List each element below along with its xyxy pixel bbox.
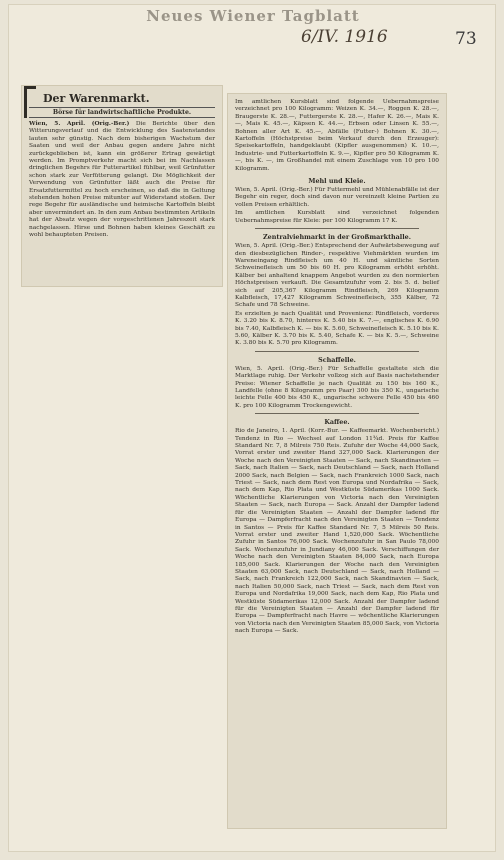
article-subtitle: Börse für landwirtschaftliche Produkte. xyxy=(29,107,215,118)
clipping-market-reports xyxy=(228,94,446,828)
section-heading-zentralviehmarkt: Zentralviehmarkt in der Großmarkthalle. xyxy=(263,233,411,242)
paragraph-meat-prices: Es erzielten je nach Qualität und Provenienz: Rindfleisch, vorderes K. 3.20 bis K. 8.70, hinteres K. 5.40 bis K. 7.—, englisches K. 6.90 bis 7.40, Kalbfleisch K. — bis K. 5.60, Schweinefleisch K. 5.10 bis K. 5.60, Kälber K. 3.70 bis K. 5.40, Schafe K. — bis K. 5.—, Schweine K. 3.80 bis K. 5.70 pro Kilogramm. xyxy=(235,310,439,347)
article-text: Die Berichte über den Witterungsverlauf und die Entwicklung des Saatenstandes lauten sehr günstig. Nach dem bisherigen Wachstum der Saaten und weil der Anbau gegen andere Jahre nicht zurückgeblieben ist, kann ein größerer Ertrag gewärtigt werden. Im Promptverkehr macht sich bei im Nachlassen dringlichen Begehrs für Futterartikel fühlbar, weil Grünfutter schon stark zur Verfütterung gelangt. Die Möglichkeit der Verwendung von Grünfutter läßt auch die Preise für Ersatzfuttermittel zu hoch erscheinen, so daß die in Geltung stehenden hohen Preise mitunter auf Widerstand stoßen. Der rege Begehr für ausländische und heimische Kartoffeln bleibt aber unvermindert an. In den zum Anbau bestimmten Artikeln hat der Absatz wegen der vorgeschrittenen Jahreszeit stark nachgelassen. Hirse und Bohnen haben kleines Geschäft zu wohl behaupteten Preisen. xyxy=(29,121,216,239)
title-bracket-mark xyxy=(24,86,36,118)
paragraph-kaffee-report: Rio de Janeiro, 1. April. (Korr.-Bur. — Kaffeemarkt. Wochenbericht.) Tendenz in Rio — Wechsel auf London 11¾d. Preis für Kaffee Standard Nr. 7, 8 Milreis 750 Reis. Zufuhr der Woche 44,000 Sack, Vorrat erster und zweiter Hand 327,000 Sack. Klarierungen der Woche nach den Vereinigten Staaten — Sack, nach Skandinavien — Sack, nach Italien — Sack, nach Deutschland — Sack, nach Holland 2000 Sack, nach Belgien — Sack, nach Frankreich 1000 Sack, nach Triest — Sack, nach dem Rest von Europa und Nordafrika — Sack, nach dem Kap, Rio Plata und Westküste Südamerikas 1000 Sack. Wöchentliche Klarierungen von Victoria nach den Vereinigten Staaten — Sack, nach Europa — Sack. Anzahl der Dampfer ladend für die Vereinigten Staaten — Anzahl der Dampfer ladend für Europa — Dampferfracht nach den Vereinigten Staaten — Tendenz in Santos — Preis für Kaffee Standard Nr. 7, 5 Milreis 50 Reis. Vorrat erster und zweiter Hand 1,520,000 Sack. Wöchentliche Zufuhr in Santos 76,000 Sack. Wochenzufuhr in San Paulo 78,000 Sack. Wochenzufuhr in Jundiany 46,000 Sack. Verschiffungen der Woche nach den Vereinigten Staaten 84,000 Sack, nach Europa 185,000 Sack. Klarierungen der Woche nach den Vereinigten Staaten 63,000 Sack, nach Deutschland — Sack, nach Holland — Sack, nach Frankreich 122,000 Sack, nach Skandinavien — Sack, nach Italien 50,000 Sack, nach Triest — Sack, nach dem Rest von Europa und Nordafrika 19,000 Sack, nach dem Kap, Rio Plata und Westküste Südamerikas 12,000 Sack. Anzahl der Dampfer ladend für die Vereinigten Staaten — Anzahl der Dampfer ladend für Europa — Dampferfracht nach Havre — wöchentliche Klarierungen von Victoria nach den Vereinigten Staaten 85,000 Sack, von Victoria nach Europa — Sack. xyxy=(235,428,439,635)
section-heading-schaffelle: Schaffelle. xyxy=(318,355,356,364)
paragraph-schaffelle-report: Wien, 5. April. (Orig.-Ber.) Für Schaffelle gestaltete sich die Marktlage ruhig. Der Verkehr vollzog sich auf Basis nachstehender Preise: Wiener Schaffelle je nach Qualität zu 150 bis 160 K., Landfelle (ohne 8 Kilogramm pro Paar) 300 bis 350 K., ungarische leichte Felle 400 bis 450 K., ungarische schwere Felle 450 bis 460 K. pro 100 Kilogramm Trockengewicht. xyxy=(235,365,439,409)
section-divider xyxy=(255,228,419,229)
paragraph-zentralviehmarkt-report: Wien, 5. April. (Orig.-Ber.) Entsprechend der Aufwärtsbewegung auf den diesbezüglichen Rinder-, respektive Viehmärkten wurden im Wareneingang Rindfleisch um 40 H. und sämtliche Sorten Schweinefleisch um 50 bis 60 H. pro Kilogramm erhöht erhöht. Kälber bei anhaltend knappem Angebot wurden zu den normierten Höchstpreisen verkauft. Die Gesamtzufuhr vom 2. bis 5. d. belief sich auf 205,367 Kilogramm Rindfleisch, 269 Kilogramm Kalbfleisch, 17,427 Kilogramm Schweinefleisch, 355 Kälber, 72 Schafe und 78 Schweine. xyxy=(235,243,439,309)
article-dateline: Wien, 5. April. (Orig.-Ber.) xyxy=(29,121,130,127)
section-divider xyxy=(255,351,419,352)
paragraph-uebernahmspreise: Im amtlichen Kursblatt sind folgende Uebernahmspreise verzeichnet pro 100 Kilogramm: Weizen K. 34.—, Roggen K. 28.—, Braugerste K. 28.—, Futtergerste K. 28.—, Hafer K. 26.—, Mais K. —, Mais K. 45.—, Käpsen K. 44.—, Erbsen oder Linsen K. 55.—, Bohnen aller Art K. 45.—, Abfälle (Futter-) Bohnen K. 30.—, Kartoffeln (Höchstpreise beim Verkauf durch den Erzeuger): Speisekartoffeln, handgeklaubt (Kipfler ausgenommen) K. 10.—, Industrie- und Futterkartoffeln K. 9.—, Kipfler pro 50 Kilogramm K. —, bis K. —, im Großhandel mit einem Zuschlage von 10 pro 100 Kilogramm. xyxy=(235,99,439,172)
section-heading-mehl: Mehl und Kleie. xyxy=(308,177,366,186)
paragraph-kleie-prices: Im amtlichen Kursblatt sind verzeichnet folgenden Uebernahmspreise für Kleie: per 100 Kilogramm 17 K. xyxy=(235,210,439,224)
page-number: 73 xyxy=(455,29,477,49)
clipping-warenmarkt xyxy=(22,86,222,286)
article-body xyxy=(29,121,215,240)
newspaper-masthead: Neues Wiener Tagblatt xyxy=(146,7,360,25)
handwritten-date: 6/IV. 1916 xyxy=(301,27,388,47)
section-divider xyxy=(255,413,419,414)
section-heading-kaffee: Kaffee. xyxy=(324,418,350,427)
article-title: Der Warenmarkt. xyxy=(43,92,150,105)
paragraph-mehl-report: Wien, 5. April. (Orig.-Ber.) Für Futtermehl und Mühlenabfälle ist der Begehr ein reger, doch sind davon nur vereinzelt kleine Partien zu vollen Preisen erhältlich. xyxy=(235,187,439,208)
